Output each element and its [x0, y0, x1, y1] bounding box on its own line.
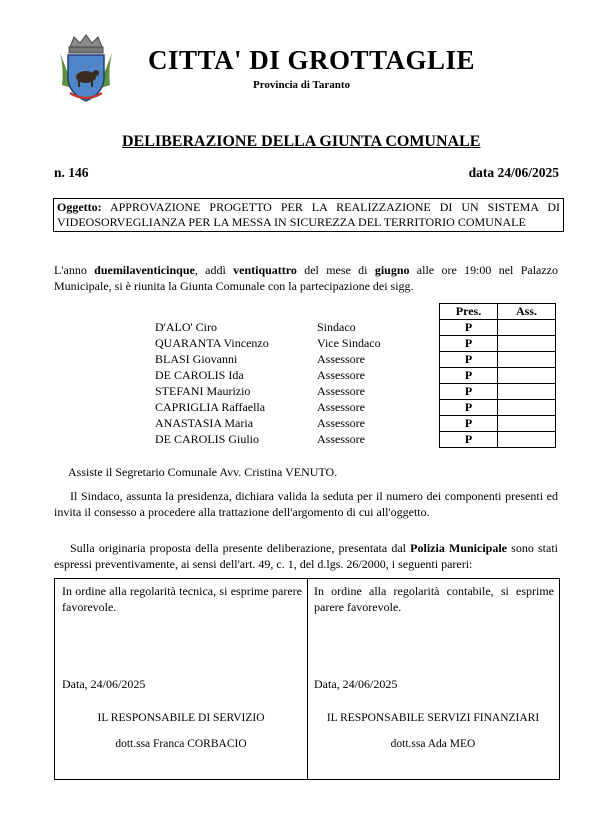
opinion-responsible: IL RESPONSABILE DI SERVIZIO — [97, 712, 265, 724]
absent-cell — [498, 320, 556, 336]
present-cell: P — [440, 400, 498, 416]
intro-year: duemilaventicinque — [94, 263, 195, 277]
member-name: STEFANI Maurizio — [155, 384, 251, 398]
attendance-table — [439, 303, 556, 448]
table-row — [440, 416, 556, 432]
present-cell: P — [440, 384, 498, 400]
intro-day: ventiquattro — [233, 263, 297, 277]
province-subtitle: Provincia di Taranto — [253, 79, 350, 91]
deliberation-date: data 24/06/2025 — [468, 165, 559, 180]
present-cell: P — [440, 352, 498, 368]
opinion-responsible: IL RESPONSABILE SERVIZI FINANZIARI — [326, 712, 540, 724]
proposal-paragraph: Sulla originaria proposta della presente deliberazione, presentata dal Polizia Municipale sono stati espressi preventivamente, ai sensi dell'art. 49, c. 1, del d.lgs. 26/2000, i seguenti pareri: — [54, 541, 558, 571]
present-cell: P — [440, 320, 498, 336]
member-name: BLASI Giovanni — [155, 352, 238, 366]
opinion-date: Data, 24/06/2025 — [62, 677, 146, 691]
table-row — [440, 352, 556, 368]
intro-month: giugno — [374, 263, 410, 277]
member-role: Assessore — [317, 368, 365, 382]
subject-box — [53, 198, 564, 232]
present-cell: P — [440, 336, 498, 352]
absent-cell — [498, 336, 556, 352]
absent-cell — [498, 400, 556, 416]
absent-cell — [498, 368, 556, 384]
member-name: ANASTASIA Maria — [155, 416, 254, 430]
subject-text: APPROVAZIONE PROGETTO PER LA REALIZZAZIONE DI UN SISTEMA DI VIDEOSORVEGLIANZA PER LA MESSA IN SICUREZZA DEL TERRITORIO COMUNALE — [57, 200, 560, 229]
absent-cell — [498, 352, 556, 368]
opinion-signer: dott.ssa Franca CORBACIO — [115, 738, 247, 750]
member-role: Assessore — [317, 416, 365, 430]
mayor-paragraph: Il Sindaco, assunta la presidenza, dichiara valida la seduta per il numero dei componenti presenti ed invita il consesso a procedere alla trattazione dell'argomento di cui all'oggetto. — [54, 489, 558, 519]
opinion-date: Data, 24/06/2025 — [314, 677, 398, 691]
member-name: D'ALO' Ciro — [155, 320, 217, 334]
table-row — [440, 336, 556, 352]
table-row — [440, 432, 556, 448]
member-name: QUARANTA Vincenzo — [155, 336, 269, 350]
member-role: Sindaco — [317, 320, 356, 334]
member-role: Assessore — [317, 400, 365, 414]
table-row — [440, 320, 556, 336]
opinion-signer: dott.ssa Ada MEO — [390, 738, 476, 750]
opinion-text: In ordine alla regolarità contabile, si esprime parere favorevole. — [314, 584, 554, 614]
municipal-coat-of-arms-icon — [54, 33, 118, 105]
table-row — [440, 400, 556, 416]
table-row — [440, 384, 556, 400]
deliberation-number: n. 146 — [54, 165, 89, 180]
present-cell: P — [440, 432, 498, 448]
opinion-text: In ordine alla regolarità tecnica, si esprime parere favorevole. — [62, 584, 302, 614]
present-header: Pres. — [440, 304, 498, 320]
member-name: DE CAROLIS Ida — [155, 368, 244, 382]
absent-cell — [498, 384, 556, 400]
intro-paragraph: L'anno duemilaventicinque, addì ventiquattro del mese di giugno alle ore 19:00 nel Palazzo Municipale, si è riunita la Giunta Comunale con la partecipazione dei sigg. — [54, 263, 559, 293]
secretary-paragraph: Assiste il Segretario Comunale Avv. Cristina VENUTO. — [68, 465, 338, 479]
absent-cell — [498, 416, 556, 432]
member-name: DE CAROLIS Giulio — [155, 432, 260, 446]
member-name: CAPRIGLIA Raffaella — [155, 400, 266, 414]
present-cell: P — [440, 416, 498, 432]
present-cell: P — [440, 368, 498, 384]
member-role: Assessore — [317, 352, 365, 366]
member-role: Vice Sindaco — [317, 336, 381, 350]
accounting-opinion — [307, 579, 559, 779]
city-title: CITTA' DI GROTTAGLIE — [148, 45, 476, 75]
table-row — [440, 368, 556, 384]
opinions-box — [54, 578, 560, 780]
subject-label: Oggetto: — [57, 200, 102, 214]
member-role: Assessore — [317, 384, 365, 398]
absent-cell — [498, 432, 556, 448]
proposing-office: Polizia Municipale — [410, 541, 507, 555]
document-title: DELIBERAZIONE DELLA GIUNTA COMUNALE — [122, 133, 481, 150]
member-role: Assessore — [317, 432, 365, 446]
absent-header: Ass. — [498, 304, 556, 320]
technical-opinion — [55, 579, 307, 779]
